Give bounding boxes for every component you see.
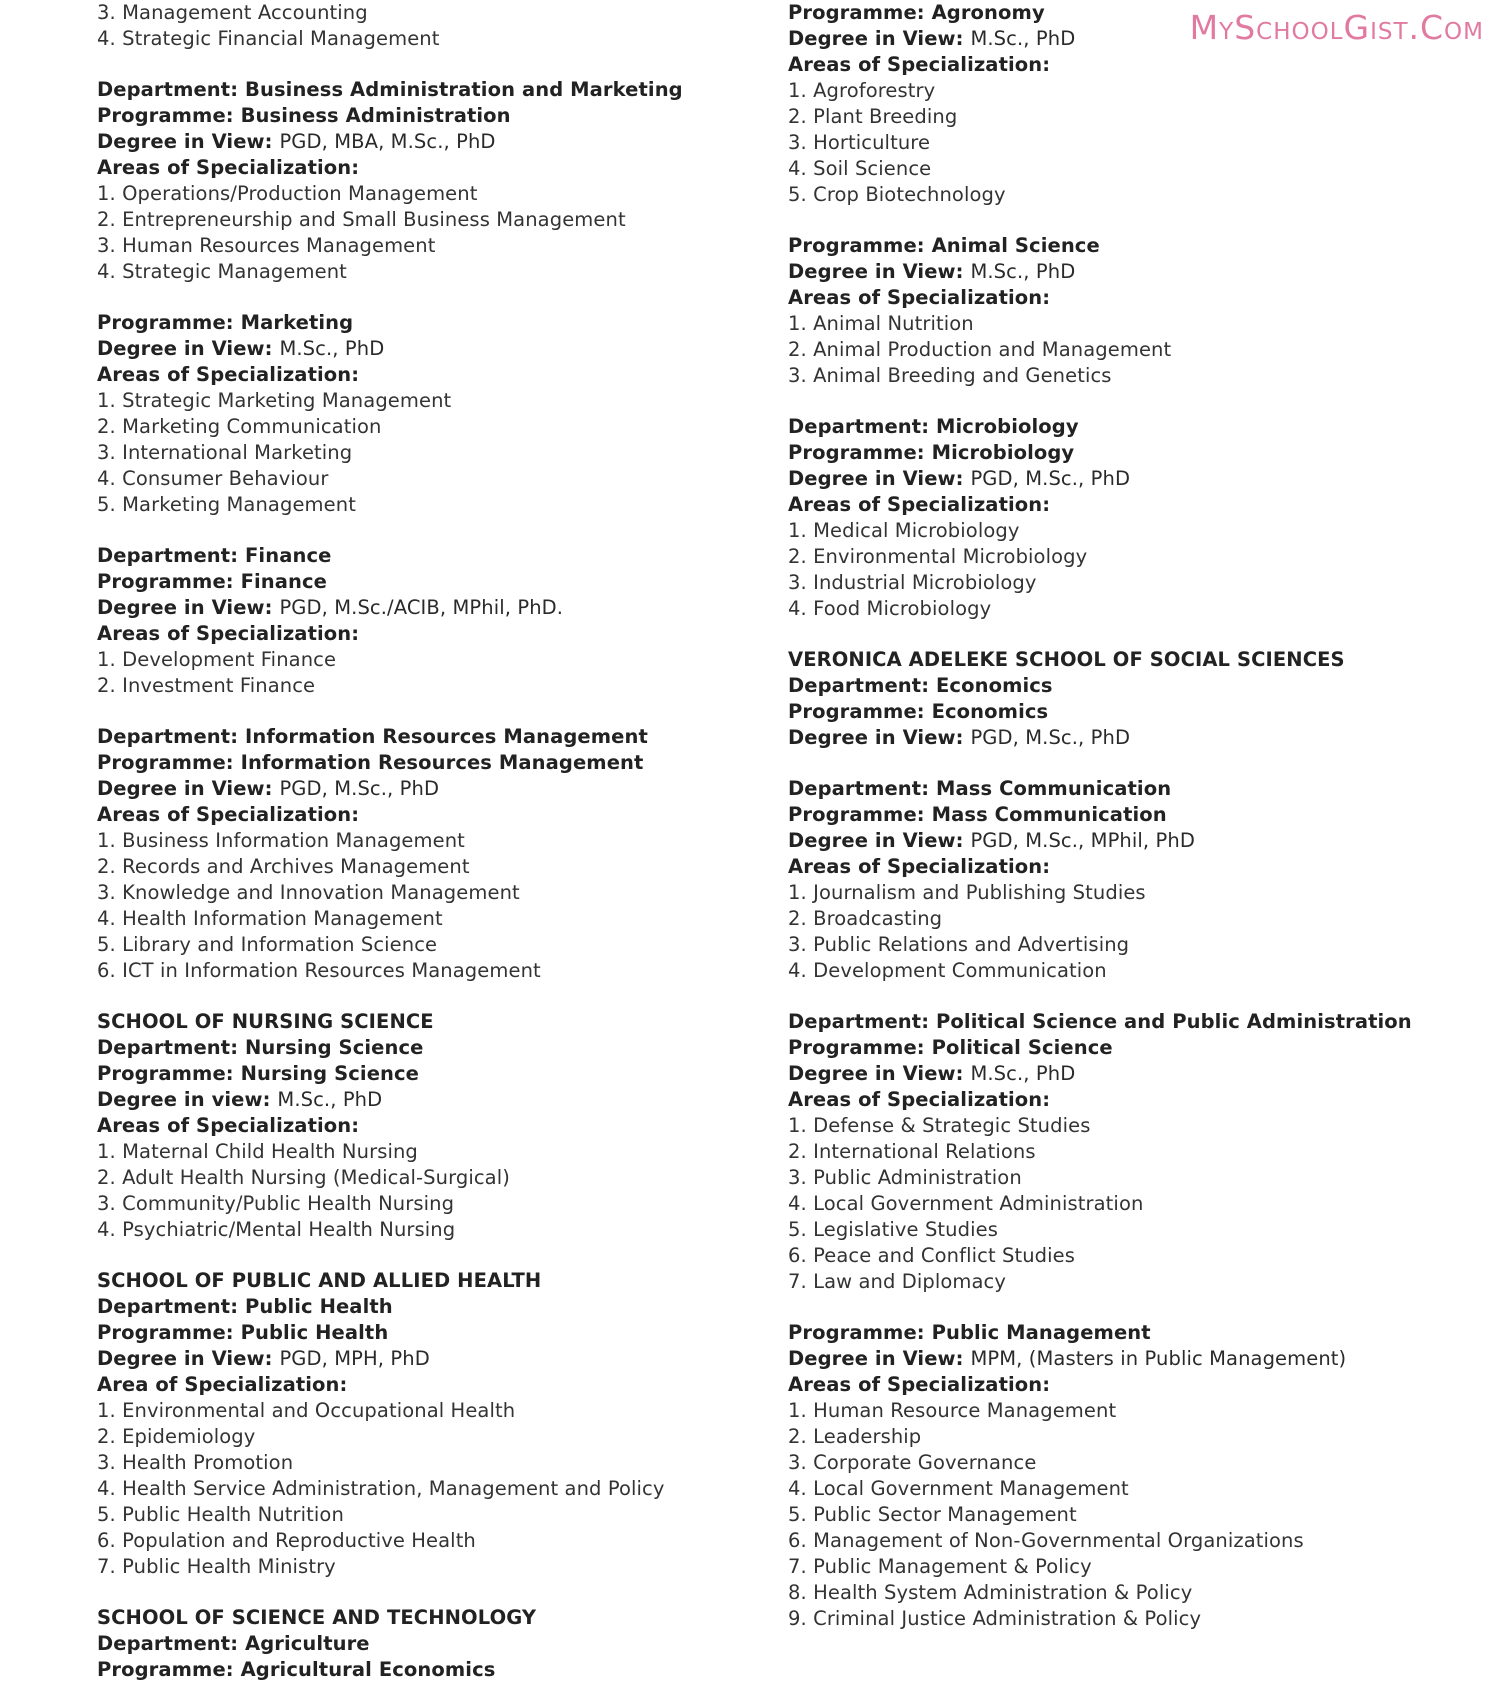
degree-value: M.Sc., PhD [277, 1088, 383, 1111]
section-microbiology: Department: Microbiology Programme: Microbiology Degree in View: PGD, M.Sc., PhD Areas of Specialization: 1. Medical Microbiology 2. Environmental Microbiology 3. Industrial Microbiology 4. Food Microbiology [788, 414, 1348, 622]
list-item: 1. Business Information Management [97, 829, 465, 852]
list-item: 6. Peace and Conflict Studies [788, 1244, 1076, 1267]
degree-value: MPM, (Masters in Public Management) [970, 1347, 1347, 1370]
department-name: Public Health [245, 1295, 393, 1318]
watermark-logo: MySchoolGist.Com [1189, 8, 1484, 47]
list-item: 2. Leadership [788, 1425, 922, 1448]
list-item: 2. Animal Production and Management [788, 338, 1172, 361]
areas-heading: Areas of Specialization: [97, 803, 360, 826]
list-item: 2. Entrepreneurship and Small Business Management [97, 208, 626, 231]
list-item: 2. Epidemiology [97, 1425, 256, 1448]
list-item: 4. Health Service Administration, Management and Policy [97, 1477, 665, 1500]
department-name: Agriculture [245, 1632, 370, 1655]
list-item: 3. Human Resources Management [97, 234, 436, 257]
school-heading: SCHOOL OF SCIENCE AND TECHNOLOGY [97, 1606, 537, 1629]
list-item: 1. Animal Nutrition [788, 312, 974, 335]
section-animal-science: Programme: Animal Science Degree in View: M.Sc., PhD Areas of Specialization: 1. Animal Nutrition 2. Animal Production and Management 3. Animal Breeding and Genetics [788, 233, 1348, 389]
areas-heading: Areas of Specialization: [788, 1373, 1051, 1396]
list-item: 1. Maternal Child Health Nursing [97, 1140, 418, 1163]
list-item: 3. Management Accounting [97, 1, 368, 24]
department-name: Business Administration and Marketing [245, 78, 683, 101]
list-item: 3. Community/Public Health Nursing [97, 1192, 455, 1215]
programme-name: Microbiology [931, 441, 1075, 464]
list-item: 1. Medical Microbiology [788, 519, 1020, 542]
list-item: 5. Public Health Nutrition [97, 1503, 344, 1526]
list-continued [97, 0, 737, 52]
list-item: 2. Environmental Microbiology [788, 545, 1088, 568]
list-item: 3. Horticulture [788, 131, 931, 154]
department-name: Microbiology [936, 415, 1079, 438]
left-column [97, 0, 737, 1683]
list-item: 1. Journalism and Publishing Studies [788, 881, 1146, 904]
programme-name: Public Management [931, 1321, 1151, 1344]
department-name: Political Science and Public Administration [936, 1010, 1412, 1033]
list-item: 2. Plant Breeding [788, 105, 958, 128]
degree-value: M.Sc., PhD [970, 1062, 1076, 1085]
section-business-administration: Department: Business Administration and Marketing Programme: Business Administration Degree in View: PGD, MBA, M.Sc., PhD Areas of Specialization: 1. Operations/Production Management 2. Entrepreneurship and Small Business Management 3. Human Resources Management 4. Strategic Management [97, 77, 737, 285]
list-item: 1. Defense & Strategic Studies [788, 1114, 1091, 1137]
list-item: 4. Health Information Management [97, 907, 443, 930]
areas-heading: Areas of Specialization: [97, 1114, 360, 1137]
degree-value: M.Sc., PhD [970, 27, 1076, 50]
list-item: 5. Marketing Management [97, 493, 356, 516]
school-heading: SCHOOL OF PUBLIC AND ALLIED HEALTH [97, 1269, 542, 1292]
list-item: 2. Investment Finance [97, 674, 316, 697]
list-item: 3. International Marketing [97, 441, 353, 464]
list-item: 1. Operations/Production Management [97, 182, 478, 205]
list-item: 5. Crop Biotechnology [788, 183, 1006, 206]
right-column [788, 0, 1412, 1632]
programme-name: Political Science [931, 1036, 1113, 1059]
list-item: 2. Marketing Communication [97, 415, 382, 438]
list-item: 4. Strategic Management [97, 260, 347, 283]
section-economics: VERONICA ADELEKE SCHOOL OF SOCIAL SCIENCES Department: Economics Programme: Economics Degree in View: PGD, M.Sc., PhD [788, 647, 1348, 751]
department-name: Finance [245, 544, 332, 567]
list-item: 5. Legislative Studies [788, 1218, 998, 1241]
areas-heading: Areas of Specialization: [788, 855, 1051, 878]
list-item: 1. Agroforestry [788, 79, 936, 102]
section-nursing: SCHOOL OF NURSING SCIENCE Department: Nursing Science Programme: Nursing Science Degree in view: M.Sc., PhD Areas of Specialization: 1. Maternal Child Health Nursing 2. Adult Health Nursing (Medical-Surgical) 3. Community/Public Health Nursing 4. Psychiatric/Mental Health Nursing [97, 1009, 737, 1243]
section-mass-communication: Department: Mass Communication Programme: Mass Communication Degree in View: PGD, M.Sc., MPhil, PhD Areas of Specialization: 1. Journalism and Publishing Studies 2. Broadcasting 3. Public Relations and Advertising 4. Development Communication [788, 776, 1348, 984]
areas-heading: Areas of Specialization: [788, 286, 1051, 309]
list-item: 2. International Relations [788, 1140, 1036, 1163]
list-item: 8. Health System Administration & Policy [788, 1581, 1193, 1604]
degree-value: M.Sc., PhD [279, 337, 385, 360]
list-item: 3. Industrial Microbiology [788, 571, 1037, 594]
list-item: 3. Public Administration [788, 1166, 1022, 1189]
areas-heading: Areas of Specialization: [97, 622, 360, 645]
section-information-resources: Department: Information Resources Management Programme: Information Resources Management Degree in View: PGD, M.Sc., PhD Areas of Specialization: 1. Business Information Management 2. Records and Archives Management 3. Knowledge and Innovation Management 4. Health Information Management 5. Library and Information Science 6. ICT in Information Resources Management [97, 724, 737, 984]
list-item: 3. Corporate Governance [788, 1451, 1037, 1474]
degree-value: PGD, M.Sc., PhD [970, 726, 1131, 749]
list-item: 4. Local Government Administration [788, 1192, 1144, 1215]
programme-name: Business Administration [240, 104, 511, 127]
degree-value: PGD, MPH, PhD [279, 1347, 430, 1370]
department-name: Mass Communication [936, 777, 1172, 800]
programme-name: Agronomy [931, 1, 1045, 24]
list-item: 4. Consumer Behaviour [97, 467, 329, 490]
department-name: Economics [936, 674, 1053, 697]
programme-name: Mass Communication [931, 803, 1167, 826]
list-item: 3. Health Promotion [97, 1451, 294, 1474]
programme-name: Information Resources Management [240, 751, 644, 774]
areas-heading: Areas of Specialization: [97, 363, 360, 386]
list-item: 6. Management of Non-Governmental Organizations [788, 1529, 1304, 1552]
areas-heading: Areas of Specialization: [788, 493, 1051, 516]
list-item: 5. Library and Information Science [97, 933, 438, 956]
list-item: 4. Soil Science [788, 157, 932, 180]
list-item: 4. Psychiatric/Mental Health Nursing [97, 1218, 456, 1241]
section-agronomy: Programme: Agronomy Degree in View: M.Sc., PhD Areas of Specialization: 1. Agroforestry 2. Plant Breeding 3. Horticulture 4. Soil Science 5. Crop Biotechnology [788, 0, 1348, 208]
areas-heading: Area of Specialization: [97, 1373, 348, 1396]
degree-value: PGD, M.Sc., PhD [970, 467, 1131, 490]
degree-value: PGD, M.Sc., PhD [279, 777, 440, 800]
list-item: 1. Strategic Marketing Management [97, 389, 452, 412]
list-item: 5. Public Sector Management [788, 1503, 1077, 1526]
list-item: 9. Criminal Justice Administration & Policy [788, 1607, 1202, 1630]
list-item: 1. Development Finance [97, 648, 337, 671]
programme-name: Public Health [240, 1321, 389, 1344]
programme-name: Nursing Science [240, 1062, 420, 1085]
areas-heading: Areas of Specialization: [788, 53, 1051, 76]
areas-heading: Areas of Specialization: [788, 1088, 1051, 1111]
list-item: 7. Public Health Ministry [97, 1555, 336, 1578]
programme-name: Economics [931, 700, 1049, 723]
programme-name: Marketing [240, 311, 354, 334]
list-item: 3. Knowledge and Innovation Management [97, 881, 520, 904]
list-item: 2. Records and Archives Management [97, 855, 470, 878]
section-marketing: Programme: Marketing Degree in View: M.Sc., PhD Areas of Specialization: 1. Strategic Marketing Management 2. Marketing Communication 3. International Marketing 4. Consumer Behaviour 5. Marketing Management [97, 310, 737, 518]
list-item: 6. Population and Reproductive Health [97, 1529, 476, 1552]
section-finance: Department: Finance Programme: Finance Degree in View: PGD, M.Sc./ACIB, MPhil, PhD. Areas of Specialization: 1. Development Finance 2. Investment Finance [97, 543, 737, 699]
list-item: 3. Public Relations and Advertising [788, 933, 1130, 956]
programme-name: Animal Science [931, 234, 1100, 257]
list-item: 1. Environmental and Occupational Health [97, 1399, 516, 1422]
programme-name: Finance [240, 570, 328, 593]
list-item: 4. Development Communication [788, 959, 1107, 982]
department-name: Information Resources Management [245, 725, 648, 748]
list-item: 7. Public Management & Policy [788, 1555, 1092, 1578]
list-item: 1. Human Resource Management [788, 1399, 1117, 1422]
list-item: 2. Broadcasting [788, 907, 943, 930]
section-public-health: SCHOOL OF PUBLIC AND ALLIED HEALTH Department: Public Health Programme: Public Health Degree in View: PGD, MPH, PhD Area of Specialization: 1. Environmental and Occupational Health 2. Epidemiology 3. Health Promotion 4. Health Service Administration, Management and Policy 5. Public Health Nutrition 6. Population and Reproductive Health 7. Public Health Ministry [97, 1268, 737, 1580]
department-name: Nursing Science [245, 1036, 424, 1059]
programme-name: Agricultural Economics [240, 1658, 496, 1681]
degree-value: PGD, M.Sc., MPhil, PhD [970, 829, 1195, 852]
areas-heading: Areas of Specialization: [97, 156, 360, 179]
list-item: 4. Local Government Management [788, 1477, 1129, 1500]
degree-value: PGD, M.Sc./ACIB, MPhil, PhD. [279, 596, 564, 619]
list-item: 6. ICT in Information Resources Management [97, 959, 541, 982]
list-item: 2. Adult Health Nursing (Medical-Surgical) [97, 1166, 510, 1189]
list-item: 4. Strategic Financial Management [97, 27, 440, 50]
school-heading: VERONICA ADELEKE SCHOOL OF SOCIAL SCIENCES [788, 648, 1345, 671]
section-political-science: Department: Political Science and Public Administration Programme: Political Science Degree in View: M.Sc., PhD Areas of Specialization: 1. Defense & Strategic Studies 2. International Relations 3. Public Administration 4. Local Government Administration 5. Legislative Studies 6. Peace and Conflict Studies 7. Law and Diplomacy [788, 1010, 1412, 1293]
list-item: 4. Food Microbiology [788, 597, 992, 620]
list-item: 7. Law and Diplomacy [788, 1270, 1007, 1293]
degree-value: PGD, MBA, M.Sc., PhD [279, 130, 496, 153]
list-item: 3. Animal Breeding and Genetics [788, 364, 1112, 387]
section-public-management: Programme: Public Management Degree in View: MPM, (Masters in Public Management) Areas of Specialization: 1. Human Resource Management 2. Leadership 3. Corporate Governance 4. Local Government Management 5. Public Sector Management 6. Management of Non-Governmental Organizations 7. Public Management & Policy 8. Health System Administration & Policy 9. Criminal Justice Administration & Policy [788, 1321, 1347, 1630]
section-science-technology: SCHOOL OF SCIENCE AND TECHNOLOGY Department: Agriculture Programme: Agricultural Economics [97, 1605, 737, 1683]
degree-value: M.Sc., PhD [970, 260, 1076, 283]
school-heading: SCHOOL OF NURSING SCIENCE [97, 1010, 434, 1033]
